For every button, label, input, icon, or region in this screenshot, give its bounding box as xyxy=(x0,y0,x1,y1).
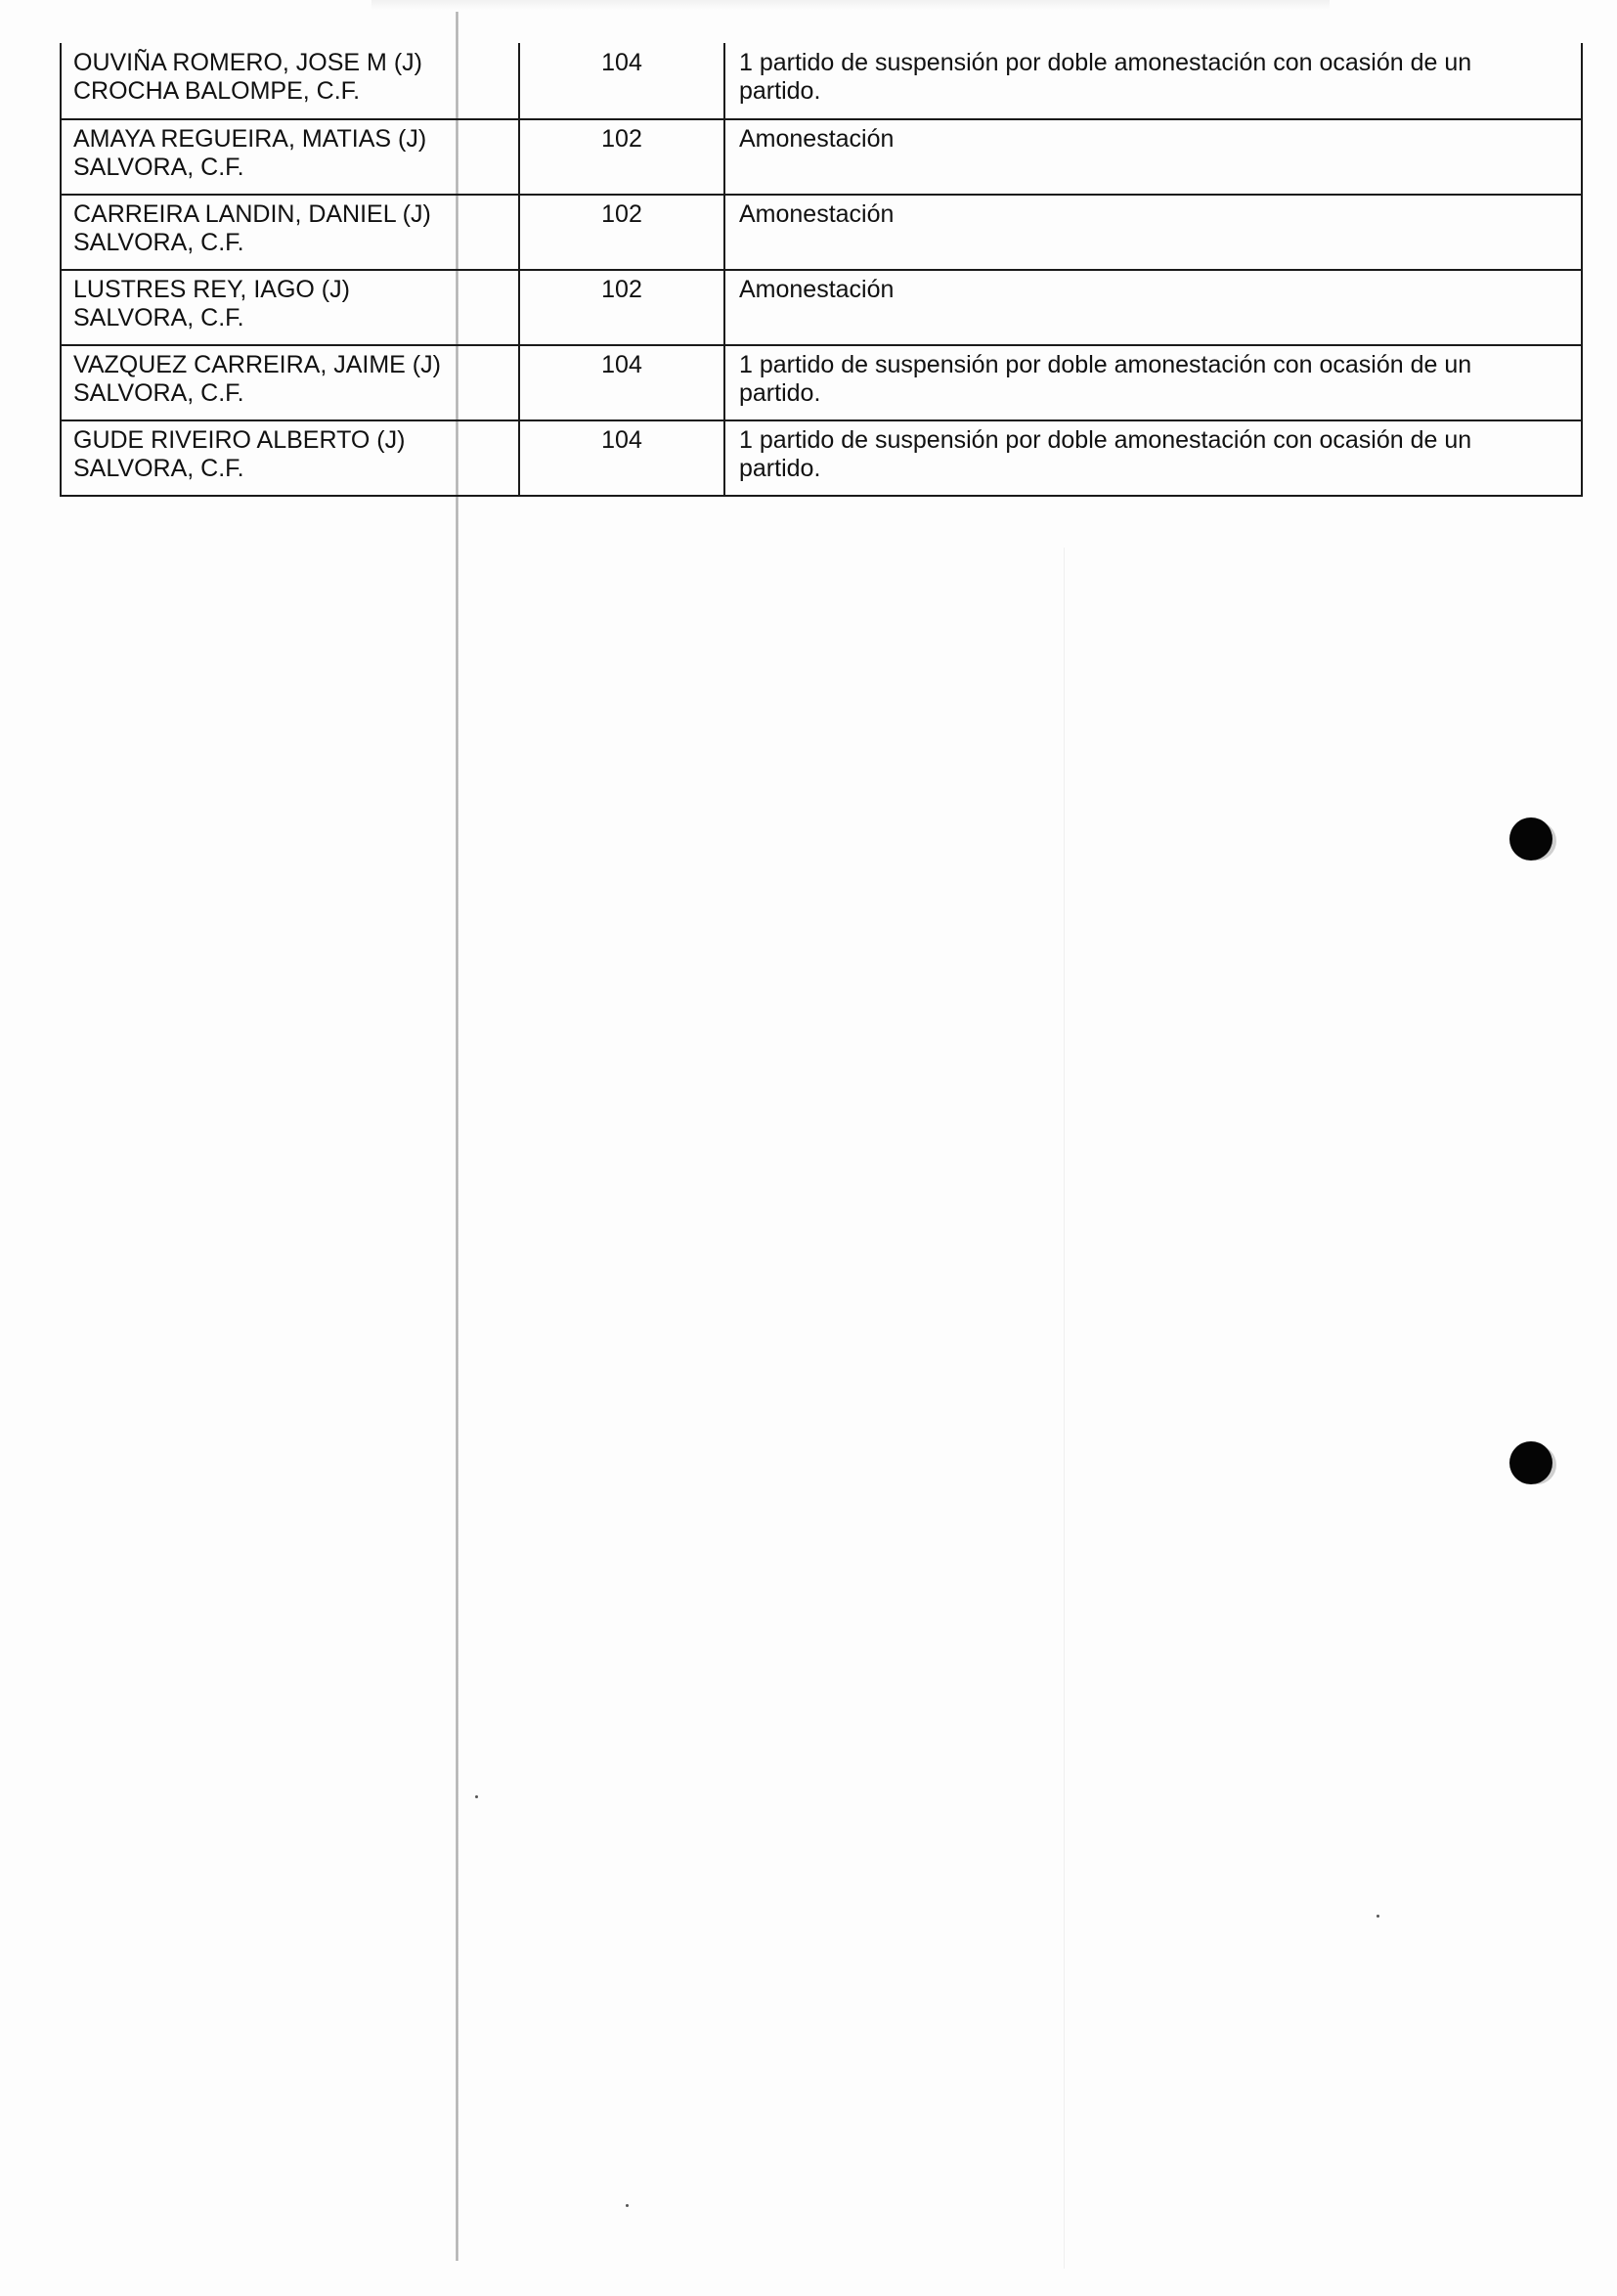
table-row xyxy=(61,43,1582,119)
article-code: 102 xyxy=(519,270,724,345)
player-club: SALVORA, C.F. xyxy=(73,304,244,331)
player-cell xyxy=(61,119,519,195)
scan-speck xyxy=(626,2204,629,2207)
player-cell xyxy=(61,43,519,119)
table-row xyxy=(61,270,1582,345)
sanction-description: Amonestación xyxy=(724,270,1582,345)
player-cell xyxy=(61,195,519,270)
scan-speck xyxy=(475,1795,478,1798)
player-cell xyxy=(61,345,519,420)
player-club: SALVORA, C.F. xyxy=(73,379,244,407)
punch-hole-top xyxy=(1509,817,1552,861)
table-row xyxy=(61,119,1582,195)
scan-faint-line xyxy=(1064,548,1065,2269)
sanctions-table xyxy=(60,43,1583,497)
player-cell xyxy=(61,270,519,345)
article-code: 104 xyxy=(519,345,724,420)
article-code: 104 xyxy=(519,43,724,119)
player-cell xyxy=(61,420,519,496)
player-club: SALVORA, C.F. xyxy=(73,455,244,482)
sanction-description: 1 partido de suspensión por doble amonestación con ocasión de un partido. xyxy=(724,345,1582,420)
player-name: VAZQUEZ CARREIRA, JAIME (J) xyxy=(73,351,441,378)
scan-top-shadow xyxy=(371,0,1330,10)
sanction-description: 1 partido de suspensión por doble amonestación con ocasión de un partido. xyxy=(724,43,1582,119)
table-row xyxy=(61,420,1582,496)
sanction-description: Amonestación xyxy=(724,119,1582,195)
player-club: SALVORA, C.F. xyxy=(73,154,244,181)
player-name: OUVIÑA ROMERO, JOSE M (J) xyxy=(73,49,422,76)
table-row xyxy=(61,195,1582,270)
article-code: 102 xyxy=(519,195,724,270)
scan-speck xyxy=(1377,1915,1379,1918)
player-name: AMAYA REGUEIRA, MATIAS (J) xyxy=(73,125,427,153)
article-code: 104 xyxy=(519,420,724,496)
player-name: CARREIRA LANDIN, DANIEL (J) xyxy=(73,200,431,228)
sanction-description: 1 partido de suspensión por doble amonestación con ocasión de un partido. xyxy=(724,420,1582,496)
article-code: 102 xyxy=(519,119,724,195)
player-name: LUSTRES REY, IAGO (J) xyxy=(73,276,350,303)
player-club: CROCHA BALOMPE, C.F. xyxy=(73,77,361,105)
punch-hole-bottom xyxy=(1509,1441,1552,1484)
player-club: SALVORA, C.F. xyxy=(73,229,244,256)
table-row xyxy=(61,345,1582,420)
player-name: GUDE RIVEIRO ALBERTO (J) xyxy=(73,426,406,454)
sanction-description: Amonestación xyxy=(724,195,1582,270)
